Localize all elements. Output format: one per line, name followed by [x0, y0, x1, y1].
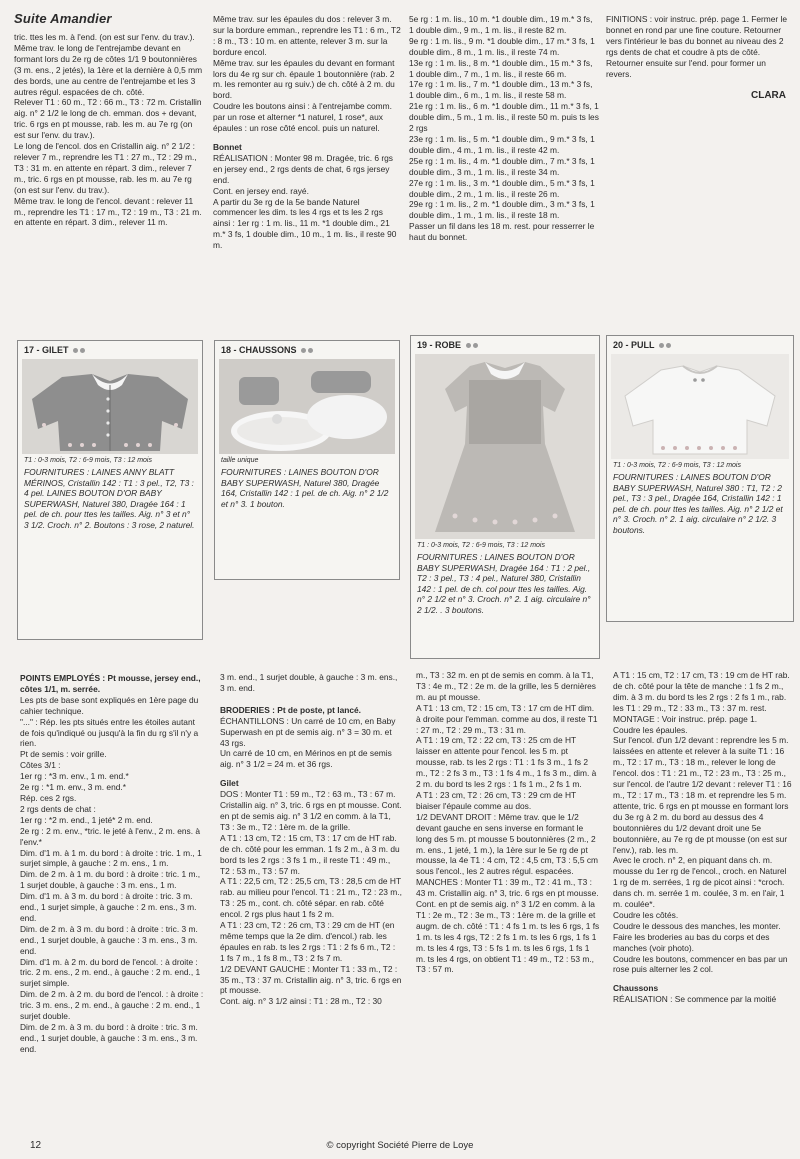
paragraph: Chaussons — [613, 983, 659, 994]
column-3-bottom — [416, 670, 600, 975]
pull-photo — [611, 354, 789, 459]
gilet-photo — [22, 359, 198, 454]
paragraph: 29e rg : 1 m. lis., 2 m. *1 double dim., 3 m.* 3 fs, 1 double dim., 1 m., 1 m. lis., il reste 18 m. — [409, 199, 595, 221]
box-heading: 20 - PULL — [607, 336, 793, 352]
paragraph: RÉALISATION : Se commence par la moitié — [613, 994, 777, 1005]
robe-photo — [415, 354, 595, 539]
paragraph: Gilet — [220, 778, 239, 789]
size-line: T1 : 0-3 mois, T2 : 6-9 mois, T3 : 12 mois — [613, 462, 741, 469]
paragraph: Côtes 3/1 : — [20, 760, 61, 771]
paragraph: A T1 : 23 cm, T2 : 26 cm, T3 : 29 cm de HT (en même temps que la 2e dim. d'encol.) rab. les épaules en rab. ts les 2 rgs : T1 : 2 fs 6 m., T2 : 1 fs 7 m., 1 fs 8 m., T3 : 2 fs 7 m. — [220, 920, 396, 963]
paragraph: Avec le croch. n° 2, en piquant dans ch. m. mousse du 1er rg de l'encol., croch. en Naturel 1 rg de m. serrées, 1 rg de picot ainsi : *croch. dans ch. m. serrée 1 m. coulée, 3 m. en l'air, 1 m. coulée*. — [613, 855, 787, 910]
paragraph: A T1 : 22,5 cm, T2 : 25,5 cm, T3 : 28,5 cm de HT rab. au milieu pour l'encol. T1 : 21 m., T2 : 23 m., T3 : 25 m., cont. ch. côté sépar. en rab. côté encol. 2 rgs plus haut 1 fs 2 m. — [220, 876, 402, 920]
paragraph: Le long de l'encol. dos en Cristallin aig. n° 2 1/2 : relever 7 m., reprendre les T1 : 27 m., T2 : 29 m., T3 : 31 m. en attente en répart. 3 dim., relever 7 m., tric. 6 rgs en pt mousse, rab. les m. au 7e rg (on est sur l'env. du trav.). — [14, 141, 197, 195]
paragraph: Même trav. le long de l'encol. devant : relever 11 m., reprendre les T1 : 17 m., T2 : 19 m., T3 : 21 m. en attente en répart. 3 dim., relever 11 m. — [14, 195, 202, 228]
supplies-text: FOURNITURES : LAINES BOUTON D'OR BABY SUPERWASH, Naturel 380 : T1, T2 : 2 pel., T3 : 3 pel., Dragée 164, Cristallin 142 : 1 pel. de ch. pour ttes les tailles. Aig. n° 2 1/2 et n° 3. Croch. n° 2. 1 aig. circulaire n° 2 1/2. 3 boutons. — [613, 472, 783, 535]
paragraph: Cont. aig. n° 3 1/2 ainsi : T1 : 28 m., T2 : 30 — [220, 996, 382, 1007]
paragraph: A T1 : 13 cm, T2 : 15 cm, T3 : 17 cm de HT rab. de ch. côté pour les emman. 1 fs 2 m., à 3 m. du bord ts les 2 rgs : 3 fs 1 m., il reste T1 : 49 m., T2 : 53 m., T3 : 57 m. — [220, 832, 400, 876]
page-number: 12 — [30, 1140, 42, 1151]
pattern-box-pull — [606, 335, 794, 622]
paragraph: 5e rg : 1 m. lis., 10 m. *1 double dim., 19 m.* 3 fs, 1 double dim., 9 m., 1 m. lis., il reste 82 m. — [409, 14, 593, 35]
paragraph: Dim. de 2 m. à 3 m. du bord : à droite : tric. 3 m. end., 1 surjet double, à gauche : 3 m. ens., 3 m. end. — [20, 923, 198, 956]
paragraph: 9e rg : 1 m. lis., 9 m. *1 double dim., 17 m.* 3 fs, 1 double dim., 8 m., 1 m. lis., il reste 74 m. — [409, 35, 595, 57]
paragraph: Rép. ces 2 rgs. — [20, 792, 77, 803]
paragraph: Cont. en pt de semis aig. n° 3 1/2 en comm. à la T1 : 2e m., T2 : 3e m., T3 : 1ère m. de la grille et augm. de ch. côté : T1 : 4 fs 1 m. ts les 6 rgs, 1 fs 1 m. ts les 4 rgs, T2 : 2 fs 1 m. ts les 6 rgs, 1 fs 1 m. ts les 4 rgs, T3 : 5 fs 1 m. ts les 6 rgs, 1 fs 1 m. ts les 4 rgs, on obtient T1 : 49 m., T2 : 53 m., T3 : 57 m. — [416, 899, 600, 975]
column-4-bottom — [613, 670, 793, 1005]
paragraph: Dim. de 2 m. à 1 m. du bord : à droite : tric. 1 m., 1 surjet double, à gauche : 3 m. ens., 1 m. — [20, 869, 201, 891]
paragraph: DOS : Monter T1 : 59 m., T2 : 63 m., T3 : 67 m. Cristallin aig. n° 3, tric. 6 rgs en pt mousse. Cont. en pt de semis aig. n° 3 1/2 en comm. à la T1, T3 : 3e m., T2 : 1ère m. de la grille. — [220, 789, 402, 832]
paragraph: m., T3 : 32 m. en pt de semis en comm. à la T1, T3 : 4e m., T2 : 2e m. de la grille, les 5 dernières m. au pt mousse. — [416, 670, 596, 702]
paragraph: Même trav. sur les épaules du dos : relever 3 m. sur la bordure emman., reprendre les T1 : 6 m., T2 : 8 m., T3 : 10 m. en attente, relever 3 m. sur la bordure encol. — [213, 14, 401, 57]
column-1-bottom — [20, 673, 204, 1055]
paragraph: 25e rg : 1 m. lis., 4 m. *1 double dim., 7 m.* 3 fs, 1 double dim., 3 m., 1 m. lis., il reste 34 m. — [409, 155, 595, 177]
paragraph: A T1 : 13 cm, T2 : 15 cm, T3 : 17 cm de HT dim. à droite pour l'emman. comme au dos, il reste T1 : 27 m., T2 : 29 m., T3 : 31 m. — [416, 702, 598, 735]
paragraph: Dim. d'1 m. à 3 m. du bord : à droite : tric. 3 m. end., 1 surjet simple, à gauche : 2 m. ens., 3 m. end. — [20, 891, 197, 923]
paragraph: 23e rg : 1 m. lis., 5 m. *1 double dim., 9 m.* 3 fs, 1 double dim., 4 m., 1 m. lis., il reste 42 m. — [409, 133, 595, 155]
paragraph: A T1 : 15 cm, T2 : 17 cm, T3 : 19 cm de HT rab. de ch. côté pour la tête de manche : 1 fs 2 m., dim. à 3 m. du bord ts les 2 rgs : 2 fs 1 m., rab. les T1 : 29 m., T2 : 33 m., T3 : 37 m. rest. — [613, 670, 790, 713]
paragraph: Coudre les côtés. — [613, 909, 679, 920]
box-heading: 17 - GILET — [18, 341, 202, 357]
paragraph: Un carré de 10 cm, en Mérinos en pt de semis aig. n° 3 1/2 = 24 m. et 36 rgs. — [220, 748, 392, 770]
paragraph: 1er rg : *2 m. end., 1 jeté* 2 m. end. — [20, 814, 153, 825]
paragraph: POINTS EMPLOYÉS : Pt mousse, jersey end., côtes 1/1, m. serrée. — [20, 673, 201, 694]
paragraph: Coudre le dessous des manches, les monter. — [613, 920, 781, 931]
section-title: Suite Amandier — [14, 11, 112, 26]
supplies-text: FOURNITURES : LAINES BOUTON D'OR BABY SUPERWASH, Naturel 380, Dragée 164, Cristallin 142 : 1 pel. de ch. Aig. n° 2 1/2 et n° 3. 1 bouton. — [221, 467, 389, 509]
column-3-top — [409, 14, 599, 243]
paragraph: Relever T1 : 60 m., T2 : 66 m., T3 : 72 m. Cristallin aig. n° 2 1/2 le long de ch. emman. dos + devant, tric. 6 rgs en pt mousse, rab. les m. au 7e rg (on est sur l'env. du trav.). — [14, 97, 202, 141]
size-line: taille unique — [221, 457, 259, 464]
size-line: T1 : 0-3 mois, T2 : 6-9 mois, T3 : 12 mois — [417, 542, 545, 549]
paragraph: Sur l'encol. d'un 1/2 devant : reprendre les 5 m. laissées en attente et relever à la suite T1 : 16 m., T2 : 17 m., T3 : 18 m., relever le long de l'encol. dos : T1 : 21 m., T2 : 23 m., T3 : 25 m., sur l'encol. de l'autre 1/2 devant : relever T1 : 16 m., T2 : 17 m., T3 : 18 m. et reprendre les 5 m. attente, tric. 6 rgs en pt mousse en formant lors du 3e rg à 2 m. du bord au dessus des 4 boutonnières du 1/2 devant droit une 5e boutonnière, au 7e rg de pt mousse (on est sur l'env.), rab. les m. — [613, 735, 792, 855]
paragraph: Passer un fil dans les 18 m. rest. pour resserrer le haut du bonnet. — [409, 221, 595, 243]
paragraph: 17e rg : 1 m. lis., 7 m. *1 double dim., 13 m.* 3 fs, 1 double dim., 6 m., 1 m. lis., il reste 58 m. — [409, 79, 593, 101]
pattern-box-gilet — [17, 340, 203, 640]
paragraph: 2 rgs dents de chat : — [20, 803, 96, 814]
continued-text: 3 m. end., 1 surjet double, à gauche : 3 m. ens., 3 m. end. — [220, 672, 398, 693]
paragraph: FINITIONS : voir instruc. prép. page 1. Fermer le bonnet en rond par une fine couture. Retourner vers l'intérieur le bas du bonnet au niveau des 2 rgs dents de chat et coudre à pts de côté. Retourner ensuite sur l'end. pour former un revers. — [606, 14, 788, 79]
paragraph: MANCHES : Monter T1 : 39 m., T2 : 41 m., T3 : 43 m. Cristallin aig. n° 3, tric. 6 rgs en pt mousse. — [416, 877, 599, 899]
paragraph: 2e rg : *1 m. env., 3 m. end.* — [20, 782, 126, 793]
column-1-top — [14, 32, 204, 228]
paragraph: tric. ttes les m. à l'end. (on est sur l'env. du trav.). Même trav. le long de l'entrejambe devant en formant lors du 2e rg de côtes 1/1 9 boutonnières (3 m. ens., 2 jetés), la 1ère et la dernière à 0,5 mm des bords, une au centre de l'entrejambe et les 3 autres régul. espacées de ch. côté. — [14, 32, 203, 97]
paragraph: MONTAGE : Voir instruc. prép. page 1. — [613, 713, 758, 724]
box-heading: 19 - ROBE — [411, 336, 599, 352]
author-signature: CLARA — [751, 90, 786, 102]
chaussons-photo — [219, 359, 395, 454]
paragraph: 2e rg : 2 m. env., *tric. le jeté à l'env., 2 m. ens. à l'env.* — [20, 825, 201, 847]
column-2-top — [213, 14, 401, 251]
copyright: © copyright Société Pierre de Loye — [326, 1140, 474, 1151]
paragraph: A partir du 3e rg de la 5e bande Naturel commencer les dim. ts les 4 rgs et ts les 2 rgs ainsi : 1er rg : 1 m. lis., 11 m. *1 double dim., 21 m.* 3 fs, 1 double dim., 10 m., 1 m. lis., il reste 90 m. — [213, 196, 397, 251]
paragraph: "..." : Rép. les pts situés entre les étoiles autant de fois qu'indiqué ou jusqu'à la fin du rg s'il n'y a rien. — [20, 716, 199, 749]
column-2-bottom — [220, 672, 402, 1007]
paragraph: Dim. d'1 m. à 1 m. du bord : à droite : tric. 1 m., 1 surjet simple, à gauche : 2 m. ens., 1 m. — [20, 847, 202, 869]
paragraph: BRODERIES : Pt de poste, pt lancé. — [220, 704, 362, 715]
paragraph: Cont. en jersey end. rayé. — [213, 185, 309, 196]
supplies-text: FOURNITURES : LAINES ANNY BLATT MÉRINOS, Cristallin 142 : T1 : 3 pel., T2, T3 : 4 pel. LAINES BOUTON D'OR BABY SUPERWASH, Naturel 380, Dragée 164 : 1 pel. de ch. pour ttes les tailles. Aig. n° 3 et n° 3 1/2. Croch. n° 2. Boutons : 3 rose, 2 naturel. — [24, 467, 195, 530]
pattern-box-robe — [410, 335, 600, 659]
paragraph: RÉALISATION : Monter 98 m. Dragée, tric. 6 rgs en jersey end., 2 rgs dents de chat, 6 rgs jersey end. — [213, 152, 393, 185]
paragraph: Faire les broderies au bas du corps et des manches (voir photo). — [613, 931, 770, 953]
paragraph: A T1 : 23 cm, T2 : 26 cm, T3 : 29 cm de HT biaiser l'épaule comme au dos. — [416, 789, 576, 811]
paragraph: 1/2 DEVANT DROIT : Même trav. que le 1/2 devant gauche en sens inverse en formant le long des 5 m. pt mousse 5 boutonnières (2 m., 2 m. ens., 1 jeté, 1 m.), la 1ère sur le 5e rg de pt mousse, la 4e T1 : 4 cm, T2 : 4,5 cm, T3 : 5,5 cm sous l'encol., les 2 autres régul. espacées. — [416, 811, 598, 877]
paragraph: Coudre les épaules. — [613, 724, 688, 735]
paragraph: A T1 : 19 cm, T2 : 22 cm, T3 : 25 cm de HT laisser en attente pour l'encol. les 5 m. pt mousse, rab. ts les 2 rgs : T1 : 1 fs 3 m., 1 fs 2 m., T2 : 2 fs 3 m., T3 : 1 fs 4 m., 1 fs 3 m., dim. à 2 m. du bord ts les 2 rgs : 1 fs 1 m., 2 fs 1 m. — [416, 735, 597, 790]
paragraph: Coudre les boutons, commencer en bas par un rose puis alterner les 2 col. — [613, 953, 788, 975]
supplies-text: FOURNITURES : LAINES BOUTON D'OR BABY SUPERWASH, Dragée 164 : T1 : 2 pel., T2 : 3 pel., T3 : 4 pel., Naturel 380, Cristallin 142 : 1 pel. de ch. col pour ttes les tailles. Aig. n° 2 1/2 et n° 3. Croch. n° 2. 1 aig. circulaire n° 2 1/2. . 3 boutons. — [417, 552, 591, 615]
paragraph: Pt de semis : voir grille. — [20, 749, 107, 760]
paragraph: Dim. de 2 m. à 2 m. du bord de l'encol. : à droite : tric. 3 m. ens., 2 m. end., à gauche : 2 m. end., 1 surjet double. — [20, 989, 204, 1022]
size-line: T1 : 0-3 mois, T2 : 6-9 mois, T3 : 12 mois — [24, 457, 152, 464]
paragraph: Bonnet — [213, 141, 242, 152]
paragraph: Dim. d'1 m. à 2 m. du bord de l'encol. : à droite : tric. 2 m. ens., 2 m. end., à gauche : 2 m. end., 1 surjet simple. — [20, 956, 201, 989]
paragraph: ÉCHANTILLONS : Un carré de 10 cm, en Baby Superwash en pt de semis aig. n° 3 = 30 m. et 43 rgs. — [220, 715, 396, 748]
paragraph: Les pts de base sont expliqués en 1ère page du cahier technique. — [20, 694, 199, 716]
paragraph: 1er rg : *3 m. env., 1 m. end.* — [20, 771, 129, 782]
paragraph: 21e rg : 1 m. lis., 6 m. *1 double dim., 11 m.* 3 fs, 1 double dim., 5 m., 1 m. lis., il reste 50 m. puis ts les 2 rgs — [409, 101, 599, 134]
box-heading: 18 - CHAUSSONS — [215, 341, 399, 357]
paragraph: Dim. de 2 m. à 3 m. du bord : à droite : tric. 3 m. end., 1 surjet double, à gauche : 3 m. ens., 3 m. end. — [20, 1022, 198, 1054]
column-4-top — [606, 14, 792, 102]
pattern-box-chaussons — [214, 340, 400, 580]
paragraph: Coudre les boutons ainsi : à l'entrejambe comm. par un rose et alterner *1 naturel, 1 rose*, aux épaules : un rose côté encol. puis un naturel. — [213, 101, 392, 134]
paragraph: 27e rg : 1 m. lis., 3 m. *1 double dim., 5 m.* 3 fs, 1 double dim., 2 m., 1 m. lis., il reste 26 m. — [409, 177, 595, 199]
paragraph: 13e rg : 1 m. lis., 8 m. *1 double dim., 15 m.* 3 fs, 1 double dim., 7 m., 1 m. lis., il reste 66 m. — [409, 57, 593, 79]
paragraph: Même trav. sur les épaules du devant en formant lors du 4e rg sur ch. épaule 1 boutonnière (rab. 2 m. les remonter au rg suiv.) de ch. côté à 2 m. du bord. — [213, 57, 395, 101]
paragraph: 1/2 DEVANT GAUCHE : Monter T1 : 33 m., T2 : 35 m., T3 : 37 m. Cristallin aig. n° 3, tric. 6 rgs en pt mousse. — [220, 963, 402, 996]
